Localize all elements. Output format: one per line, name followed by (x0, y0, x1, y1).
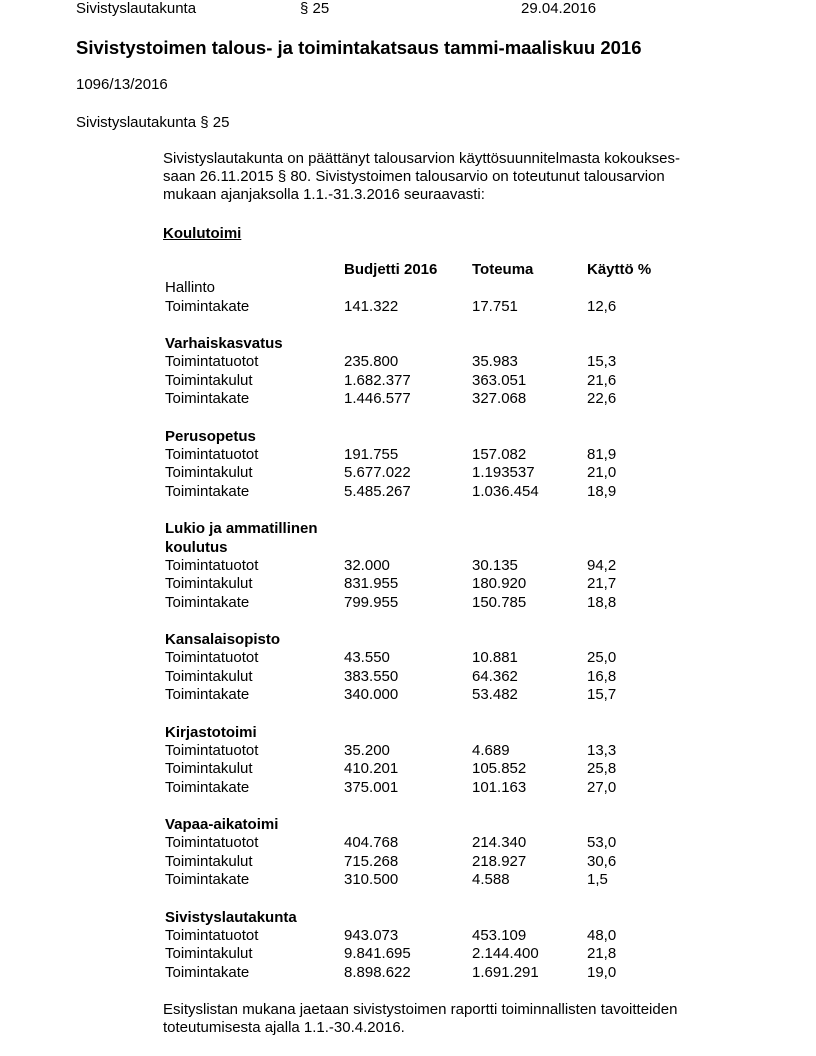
cell-usage: 16,8 (587, 668, 617, 685)
cell-actual: 4.689 (472, 742, 510, 759)
cell-actual: 30.135 (472, 557, 518, 574)
table-row (165, 760, 725, 779)
row-label: Toimintakate (165, 871, 250, 888)
cell-budget: 799.955 (344, 594, 399, 611)
cell-budget: 404.768 (344, 834, 399, 851)
group-heading (165, 909, 725, 928)
table-row (165, 964, 725, 983)
cell-budget: 5.677.022 (344, 464, 411, 481)
table-row (165, 483, 725, 502)
intro-line: Sivistyslautakunta on päättänyt talousarvion käyttösuunnitelmasta kokoukses- (163, 150, 680, 167)
cell-budget: 1.682.377 (344, 372, 411, 389)
cell-budget: 831.955 (344, 575, 399, 592)
table-row (165, 927, 725, 946)
cell-actual: 101.163 (472, 779, 527, 796)
organ-section: Sivistyslautakunta § 25 (76, 114, 230, 131)
group-heading (165, 520, 725, 539)
group-heading (165, 428, 725, 447)
cell-usage: 81,9 (587, 446, 617, 463)
cell-budget: 1.446.577 (344, 390, 411, 407)
cell-usage: 13,3 (587, 742, 617, 759)
cell-budget: 43.550 (344, 649, 390, 666)
table-header (165, 261, 725, 280)
row-label: Toimintakulut (165, 372, 253, 389)
cell-actual: 157.082 (472, 446, 527, 463)
closing-line: toteutumisesta ajalla 1.1.-30.4.2016. (163, 1019, 405, 1036)
group-name: Perusopetus (165, 428, 256, 445)
col-header-actual: Toteuma (472, 261, 534, 278)
intro-paragraph (163, 150, 733, 204)
table-row (165, 742, 725, 761)
row-label: Toimintatuotot (165, 446, 259, 463)
intro-line: mukaan ajanjaksolla 1.1.-31.3.2016 seuraavasti: (163, 186, 485, 203)
table-row (165, 446, 725, 465)
cell-actual: 17.751 (472, 298, 518, 315)
table-row (165, 668, 725, 687)
table-row (165, 464, 725, 483)
cell-usage: 21,0 (587, 464, 617, 481)
cell-actual: 64.362 (472, 668, 518, 685)
cell-budget: 410.201 (344, 760, 399, 777)
cell-actual: 4.588 (472, 871, 510, 888)
row-label: Toimintakate (165, 779, 250, 796)
cell-usage: 18,9 (587, 483, 617, 500)
table-row (165, 390, 725, 409)
cell-actual: 10.881 (472, 649, 518, 666)
table-row (165, 594, 725, 613)
row-label: Toimintatuotot (165, 557, 259, 574)
record-number: 1096/13/2016 (76, 76, 168, 93)
cell-usage: 15,3 (587, 353, 617, 370)
cell-usage: 21,7 (587, 575, 617, 592)
table-row (165, 871, 725, 890)
closing-line: Esityslistan mukana jaetaan sivistystoimen raportti toiminnallisten tavoitteiden (163, 1001, 678, 1018)
cell-budget: 8.898.622 (344, 964, 411, 981)
cell-budget: 383.550 (344, 668, 399, 685)
cell-actual: 363.051 (472, 372, 527, 389)
cell-actual: 150.785 (472, 594, 527, 611)
cell-actual: 214.340 (472, 834, 527, 851)
row-label: Toimintakulut (165, 668, 253, 685)
table-row (165, 853, 725, 872)
row-label: Toimintakulut (165, 945, 253, 962)
cell-usage: 25,0 (587, 649, 617, 666)
group-name: Hallinto (165, 279, 216, 296)
cell-actual: 1.193537 (472, 464, 535, 481)
closing-paragraph (163, 1001, 733, 1037)
cell-budget: 715.268 (344, 853, 399, 870)
row-label: Toimintakate (165, 686, 250, 703)
group-name: Sivistyslautakunta (165, 909, 297, 926)
group-name: Kirjastotoimi (165, 724, 257, 741)
row-label: Toimintakulut (165, 575, 253, 592)
row-label: Toimintakate (165, 483, 250, 500)
document-title: Sivistystoimen talous- ja toimintakatsaus tammi-maaliskuu 2016 (76, 37, 642, 58)
cell-actual: 453.109 (472, 927, 527, 944)
cell-usage: 15,7 (587, 686, 617, 703)
cell-budget: 340.000 (344, 686, 399, 703)
group-heading (165, 279, 725, 298)
cell-usage: 53,0 (587, 834, 617, 851)
cell-actual: 35.983 (472, 353, 518, 370)
table-row (165, 575, 725, 594)
cell-usage: 25,8 (587, 760, 617, 777)
table-row (165, 372, 725, 391)
cell-usage: 18,8 (587, 594, 617, 611)
intro-line: saan 26.11.2015 § 80. Sivistystoimen talousarvio on toteutunut talousarvion (163, 168, 665, 185)
cell-usage: 19,0 (587, 964, 617, 981)
cell-budget: 141.322 (344, 298, 399, 315)
table-row (165, 779, 725, 798)
table-row (165, 353, 725, 372)
cell-actual: 327.068 (472, 390, 527, 407)
row-label: Toimintakulut (165, 464, 253, 481)
table-row (165, 834, 725, 853)
cell-actual: 105.852 (472, 760, 527, 777)
row-label: Toimintatuotot (165, 927, 259, 944)
group-name: Lukio ja ammatillinen (165, 520, 318, 537)
row-label: Toimintakate (165, 594, 250, 611)
row-label: Toimintatuotot (165, 742, 259, 759)
cell-usage: 12,6 (587, 298, 617, 315)
row-label: Toimintakate (165, 390, 250, 407)
col-header-usage: Käyttö % (587, 261, 652, 278)
group-name: Kansalaisopisto (165, 631, 281, 648)
group-name: koulutus (165, 539, 228, 556)
table-row (165, 298, 725, 317)
col-header-budget: Budjetti 2016 (344, 261, 438, 278)
cell-usage: 48,0 (587, 927, 617, 944)
cell-actual: 2.144.400 (472, 945, 539, 962)
cell-budget: 375.001 (344, 779, 399, 796)
cell-usage: 22,6 (587, 390, 617, 407)
cell-budget: 235.800 (344, 353, 399, 370)
cell-usage: 94,2 (587, 557, 617, 574)
group-heading (165, 816, 725, 835)
cell-budget: 310.500 (344, 871, 399, 888)
header-date: 29.04.2016 (521, 0, 597, 17)
row-label: Toimintatuotot (165, 353, 259, 370)
table-row (165, 945, 725, 964)
row-label: Toimintakulut (165, 853, 253, 870)
table-row (165, 686, 725, 705)
cell-usage: 1,5 (587, 871, 608, 888)
cell-usage: 27,0 (587, 779, 617, 796)
cell-budget: 5.485.267 (344, 483, 411, 500)
cell-actual: 1.036.454 (472, 483, 539, 500)
cell-budget: 943.073 (344, 927, 399, 944)
cell-budget: 35.200 (344, 742, 390, 759)
group-name: Varhaiskasvatus (165, 335, 283, 352)
cell-actual: 180.920 (472, 575, 527, 592)
cell-actual: 1.691.291 (472, 964, 539, 981)
cell-actual: 53.482 (472, 686, 518, 703)
cell-budget: 191.755 (344, 446, 399, 463)
table-row (165, 649, 725, 668)
cell-usage: 30,6 (587, 853, 617, 870)
row-label: Toimintatuotot (165, 834, 259, 851)
cell-budget: 32.000 (344, 557, 390, 574)
header-section: § 25 (300, 0, 330, 17)
header-organ: Sivistyslautakunta (76, 0, 197, 17)
cell-usage: 21,6 (587, 372, 617, 389)
group-heading-continued (165, 539, 725, 558)
cell-actual: 218.927 (472, 853, 527, 870)
section-heading: Koulutoimi (163, 225, 242, 242)
cell-usage: 21,8 (587, 945, 617, 962)
row-label: Toimintakulut (165, 760, 253, 777)
group-heading (165, 335, 725, 354)
group-heading (165, 724, 725, 743)
row-label: Toimintakate (165, 298, 250, 315)
table-row (165, 557, 725, 576)
group-heading (165, 631, 725, 650)
group-name: Vapaa-aikatoimi (165, 816, 279, 833)
row-label: Toimintakate (165, 964, 250, 981)
row-label: Toimintatuotot (165, 649, 259, 666)
cell-budget: 9.841.695 (344, 945, 411, 962)
